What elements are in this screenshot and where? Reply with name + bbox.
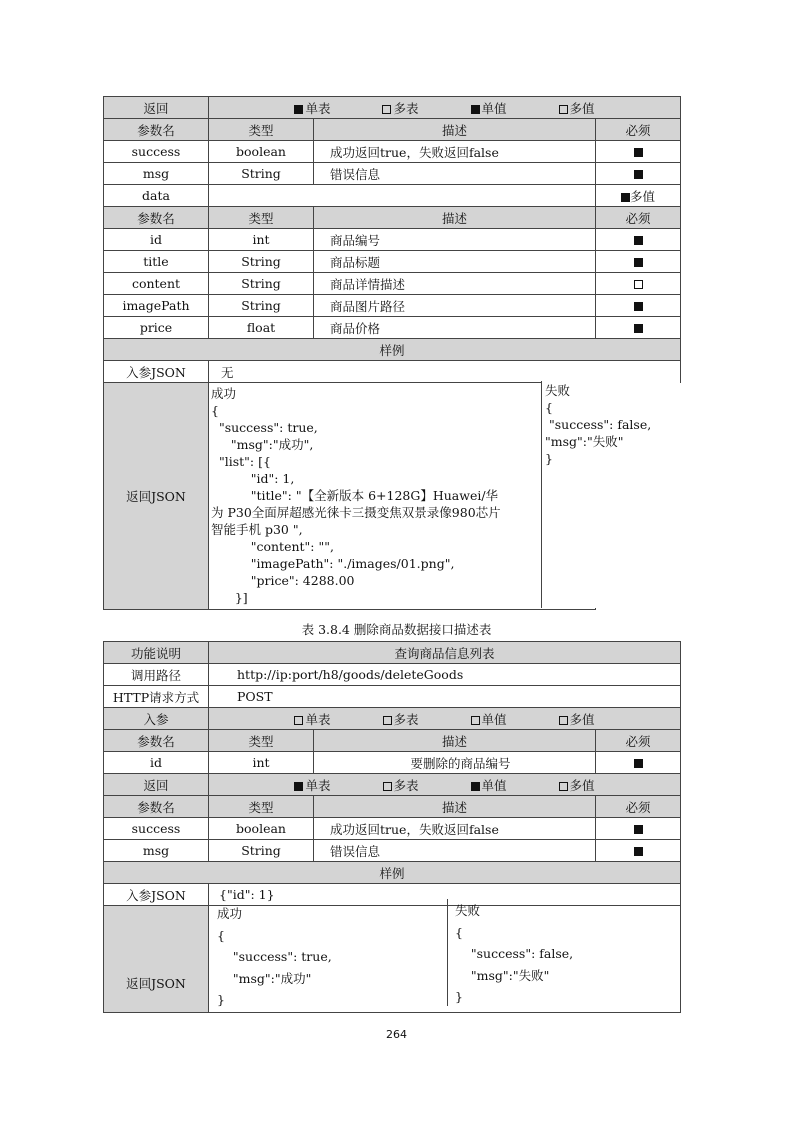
param-name: price [104,317,209,339]
method-row [104,686,681,708]
param-type: int [209,229,314,251]
checkbox-icon [634,825,643,834]
in-params-body [104,752,681,774]
option-multi-table: 多表 [382,99,418,117]
required-cell [596,317,681,339]
required-cell [596,141,681,163]
header-desc: 描述 [314,119,596,141]
option-multi-table: 多表 [383,710,419,728]
checkbox-icon [382,105,391,114]
page-number: 264 [386,1028,407,1041]
table-row [104,251,681,273]
option-multi-value: 多值 [559,710,595,728]
in-type-row [104,708,681,730]
header-row [104,730,681,752]
table-row [104,163,681,185]
param-type: float [209,317,314,339]
example-row [104,862,681,884]
checkbox-icon [383,782,392,791]
option-multi-value: 多值 [559,776,595,794]
required-cell [596,273,681,295]
header-type: 类型 [209,119,314,141]
option-single-table: 单表 [294,710,330,728]
checkbox-icon [471,105,480,114]
param-type: String [209,295,314,317]
table-row [104,840,681,862]
checkbox-icon [383,716,392,725]
param-type: boolean [209,141,314,163]
param-desc: 商品价格 [314,317,596,339]
return-options [209,774,681,796]
required-cell [596,251,681,273]
param-desc: 错误信息 [314,840,596,862]
checkbox-icon [471,716,480,725]
example-label: 样例 [104,862,681,884]
param-name: msg [104,163,209,185]
required-cell: 多值 [596,185,681,207]
example-row [104,339,681,361]
checkbox-icon [634,170,643,179]
param-desc: 要删除的商品编号 [314,752,596,774]
table-row [104,295,681,317]
header-param-name: 参数名 [104,119,209,141]
header-param-name: 参数名 [104,207,209,229]
success-example-cell [209,899,447,1006]
out-json-label: 返回JSON [104,906,209,1013]
success-example: 成功 { "success": true, "msg":"成功", "list": [{ "id": 1, "title": "【全新版本 6+128G】Huawei/华 为 P30全面屏超感光徕卡三摄变焦双景录像980芯片 智能手机 p30 ", "content": "", "imagePath": "./images/01.png", "price": 4288.00 }] [211,386,501,605]
return-params-body [104,141,681,185]
in-json-row [104,361,681,383]
header-type: 类型 [209,207,314,229]
option-single-value: 单值 [471,710,507,728]
table-row [104,317,681,339]
param-name: id [104,752,209,774]
checkbox-icon [634,148,643,157]
checkbox-icon [634,759,643,768]
fail-example-cell [541,381,680,608]
param-name: content [104,273,209,295]
checkbox-icon [559,105,568,114]
param-type: String [209,273,314,295]
param-type: String [209,251,314,273]
required-cell [596,818,681,840]
header-required: 必须 [596,207,681,229]
checkbox-icon [634,324,643,333]
checkbox-icon [634,236,643,245]
required-cell [596,229,681,251]
out-params-body [104,818,681,862]
required-cell [596,840,681,862]
checkbox-icon [471,782,480,791]
header-param-name: 参数名 [104,796,209,818]
example-label: 样例 [104,339,681,361]
out-json-label: 返回JSON [104,383,209,610]
header-required: 必须 [596,796,681,818]
return-type-row [104,774,681,796]
param-type: int [209,752,314,774]
return-label: 返回 [104,97,209,119]
func-row [104,642,681,664]
param-desc: 商品图片路径 [314,295,596,317]
table-caption: 表 3.8.4 删除商品数据接口描述表 [301,622,492,637]
header-row [104,207,681,229]
table-row [104,818,681,840]
param-name: msg [104,840,209,862]
param-type: String [209,840,314,862]
option-single-value: 单值 [471,776,507,794]
checkbox-icon [559,716,568,725]
success-example: 成功 { "success": true, "msg":"成功" } [217,906,332,1007]
return-label: 返回 [104,774,209,796]
table-row [104,273,681,295]
checkbox-icon [294,105,303,114]
header-required: 必须 [596,119,681,141]
checkbox-icon [621,193,630,202]
func-value: 查询商品信息列表 [209,642,681,664]
required-cell [596,163,681,185]
fail-example: 失败 { "success": false, "msg":"失败" } [455,903,574,1004]
path-value: http://ip:port/h8/goods/deleteGoods [209,664,681,686]
checkbox-icon [634,280,643,289]
option-single-value: 单值 [471,99,507,117]
param-desc: 商品标题 [314,251,596,273]
param-type: boolean [209,818,314,840]
header-desc: 描述 [314,207,596,229]
fail-example-cell [447,899,680,1006]
param-type: String [209,163,314,185]
header-desc: 描述 [314,730,596,752]
table-row [104,752,681,774]
checkbox-icon [634,258,643,267]
param-desc: 商品详情描述 [314,273,596,295]
required-cell [596,295,681,317]
param-desc: 商品编号 [314,229,596,251]
option-single-table: 单表 [294,776,330,794]
param-name: id [104,229,209,251]
method-value: POST [209,686,681,708]
header-type: 类型 [209,796,314,818]
param-desc: 成功返回true，失败返回false [314,141,596,163]
table-row [104,229,681,251]
checkbox-icon [559,782,568,791]
data-row [104,185,681,207]
checkbox-icon [294,716,303,725]
option-multi-value: 多值 [559,99,595,117]
path-label: 调用路径 [104,664,209,686]
header-row [104,119,681,141]
in-json-label: 入参JSON [104,361,209,383]
param-name: success [104,818,209,840]
checkbox-icon [294,782,303,791]
return-type-row [104,97,681,119]
in-json-value: {"id": 1} [209,884,681,906]
option-single-table: 单表 [294,99,330,117]
in-json-value: 无 [209,361,681,383]
checkbox-icon [634,847,643,856]
option-multi-table: 多表 [383,776,419,794]
param-name: data [104,185,209,207]
path-row [104,664,681,686]
table-row [104,141,681,163]
param-name: imagePath [104,295,209,317]
required-cell [596,752,681,774]
in-json-label: 入参JSON [104,884,209,906]
header-desc: 描述 [314,796,596,818]
fail-example: 失败 { "success": false, "msg":"失败" } [545,383,652,466]
in-options [209,708,681,730]
header-type: 类型 [209,730,314,752]
in-label: 入参 [104,708,209,730]
param-desc: 错误信息 [314,163,596,185]
param-name: success [104,141,209,163]
func-label: 功能说明 [104,642,209,664]
header-required: 必须 [596,730,681,752]
method-label: HTTP请求方式 [104,686,209,708]
param-desc: 成功返回true，失败返回false [314,818,596,840]
checkbox-icon [634,302,643,311]
header-row [104,796,681,818]
return-options [209,97,681,119]
header-param-name: 参数名 [104,730,209,752]
data-params-body [104,229,681,339]
param-name: title [104,251,209,273]
